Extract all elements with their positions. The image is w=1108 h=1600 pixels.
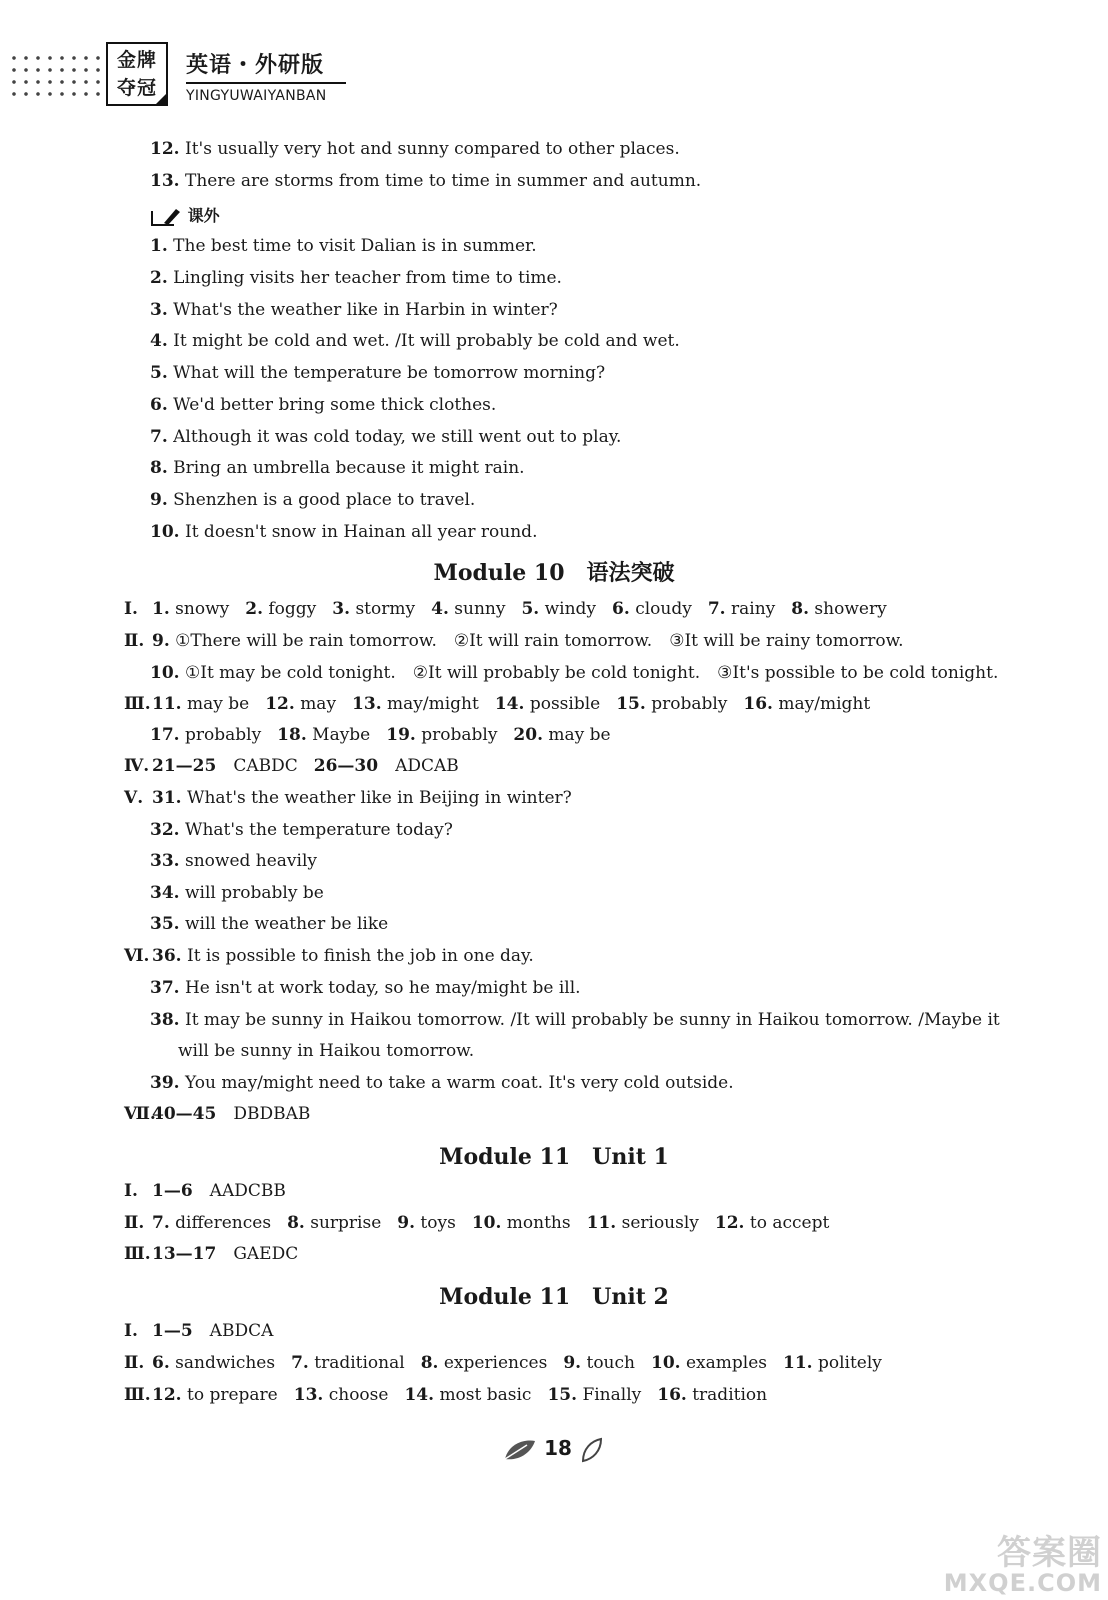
logo-line-1: 金牌 [116, 49, 157, 71]
answer-line: 33. snowed heavily [150, 851, 318, 871]
answer-row: Ⅲ.13—17 GAEDC [124, 1244, 299, 1264]
answer-row: Ⅵ. 36. It is possible to finish the job in one day. [124, 946, 534, 966]
answer-row: 17. probably 18. Maybe 19. probably 20. may be [150, 725, 611, 745]
answer-line: 6. We'd better bring some thick clothes. [150, 395, 497, 415]
answer-row: Ⅴ. 31. What's the weather like in Beijing in winter? [124, 788, 572, 808]
leaf-left-icon [503, 1437, 537, 1463]
module-heading: Module 10 语法突破 [433, 560, 675, 586]
answer-line: 5. What will the temperature be tomorrow morning? [150, 363, 606, 383]
answer-line: 35. will the weather be like [150, 914, 389, 934]
logo-line-2: 夺冠 [116, 77, 157, 99]
answer-row: Ⅱ. 6. sandwiches 7. traditional 8. experiences 9. touch 10. examples 11. politely [124, 1353, 882, 1373]
answer-line: 9. Shenzhen is a good place to travel. [150, 490, 476, 510]
answer-line: 10. It doesn't snow in Hainan all year round. [150, 522, 538, 542]
page-header [0, 0, 1108, 130]
page-footer [0, 1436, 1108, 1463]
answer-line: 39. You may/might need to take a warm coat. It's very cold outside. [150, 1073, 734, 1093]
answer-line: 2. Lingling visits her teacher from time to time. [150, 268, 562, 288]
answer-row: Ⅰ. 1—5 ABDCA [124, 1321, 274, 1341]
answer-row: Ⅳ. 21—25 CABDC 26—30 ADCAB [124, 756, 459, 776]
answer-line: 8. Bring an umbrella because it might rain. [150, 458, 525, 478]
answer-row: Ⅱ. 7. differences 8. surprise 9. toys 10. months 11. seriously 12. to accept [124, 1213, 830, 1233]
module-heading: Module 11 Unit 2 [439, 1284, 669, 1310]
answer-line: 13. There are storms from time to time in summer and autumn. [150, 171, 702, 191]
book-title: 英语・外研版 [186, 53, 325, 78]
watermark [943, 1533, 1102, 1597]
answer-line: 4. It might be cold and wet. /It will probably be cold and wet. [150, 331, 680, 351]
module-heading: Module 11 Unit 1 [439, 1144, 669, 1170]
answer-line: 38. It may be sunny in Haikou tomorrow. /It will probably be sunny in Haikou tomorrow. /Maybe it [150, 1010, 1000, 1030]
answer-line-continued: will be sunny in Haikou tomorrow. [178, 1041, 475, 1061]
answer-row: Ⅲ.11. may be 12. may 13. may/might 14. possible 15. probably 16. may/might [124, 694, 871, 714]
answer-row: Ⅰ. 1—6 AADCBB [124, 1181, 286, 1201]
answer-row: Ⅰ. 1. snowy 2. foggy 3. stormy 4. sunny 5. windy 6. cloudy 7. rainy 8. showery [124, 599, 887, 619]
answer-line: 1. The best time to visit Dalian is in summer. [150, 236, 537, 256]
logo-corner [154, 92, 168, 106]
dot-pattern [8, 52, 100, 98]
watermark-line-2: MXQE.COM [943, 1569, 1102, 1597]
answer-row: Ⅲ.12. to prepare 13. choose 14. most basic 15. Finally 16. tradition [124, 1385, 768, 1405]
leaf-right-icon [579, 1437, 605, 1463]
book-pen-icon [150, 207, 182, 227]
title-rule [186, 82, 346, 84]
answer-line: 37. He isn't at work today, so he may/might be ill. [150, 978, 581, 998]
page-number: 18 [544, 1436, 572, 1460]
section-label: 课外 [187, 206, 220, 225]
answer-line: 12. It's usually very hot and sunny compared to other places. [150, 139, 680, 159]
answer-row: Ⅶ.40—45 DBDBAB [124, 1104, 311, 1124]
watermark-line-1: 答案圈 [997, 1533, 1102, 1573]
answer-row: Ⅱ. 9. ①There will be rain tomorrow. ②It will rain tomorrow. ③It will be rainy tomorrow. [124, 631, 904, 651]
answer-line: 32. What's the temperature today? [150, 820, 453, 840]
section-extracurricular [150, 203, 220, 227]
book-subtitle: YINGYUWAIYANBAN [186, 88, 327, 104]
answer-line: 34. will probably be [150, 883, 324, 903]
brand-logo [106, 42, 168, 106]
answer-line: 7. Although it was cold today, we still went out to play. [150, 427, 622, 447]
answer-line: 3. What's the weather like in Harbin in winter? [150, 300, 558, 320]
answer-row: 10. ①It may be cold tonight. ②It will probably be cold tonight. ③It's possible to be cold tonight. [150, 663, 999, 683]
